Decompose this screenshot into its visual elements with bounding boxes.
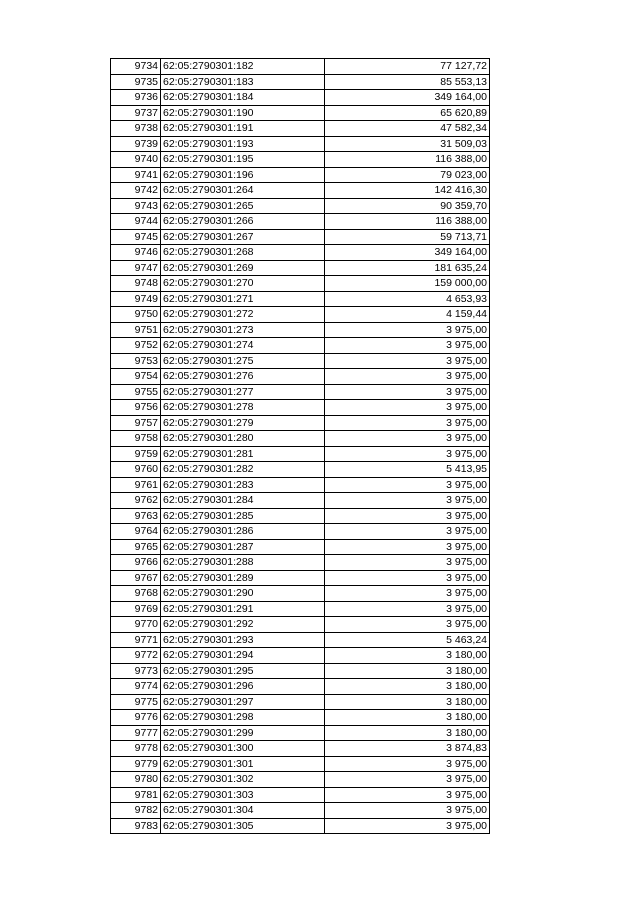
value-cell: 181 635,24 — [325, 260, 490, 276]
row-number-cell: 9735 — [111, 74, 161, 90]
row-number-cell: 9759 — [111, 446, 161, 462]
table-row — [111, 787, 490, 803]
value-cell: 3 975,00 — [325, 353, 490, 369]
table-row — [111, 415, 490, 431]
table-row — [111, 772, 490, 788]
row-number-cell: 9766 — [111, 555, 161, 571]
table-row — [111, 338, 490, 354]
row-number-cell: 9767 — [111, 570, 161, 586]
cadastral-number-cell: 62:05:2790301:302 — [161, 772, 325, 788]
value-cell: 85 553,13 — [325, 74, 490, 90]
value-cell: 77 127,72 — [325, 59, 490, 75]
cadastral-number-cell: 62:05:2790301:279 — [161, 415, 325, 431]
table-row — [111, 431, 490, 447]
table-row — [111, 198, 490, 214]
table-row — [111, 369, 490, 385]
table-row — [111, 214, 490, 230]
cadastral-number-cell: 62:05:2790301:301 — [161, 756, 325, 772]
table-row — [111, 710, 490, 726]
value-cell: 3 975,00 — [325, 415, 490, 431]
table-row — [111, 90, 490, 106]
cadastral-number-cell: 62:05:2790301:293 — [161, 632, 325, 648]
cadastral-number-cell: 62:05:2790301:291 — [161, 601, 325, 617]
table-row — [111, 508, 490, 524]
table-row — [111, 539, 490, 555]
cadastral-number-cell: 62:05:2790301:305 — [161, 818, 325, 834]
table-row — [111, 384, 490, 400]
value-cell: 3 180,00 — [325, 725, 490, 741]
cadastral-number-cell: 62:05:2790301:278 — [161, 400, 325, 416]
cadastral-number-cell: 62:05:2790301:280 — [161, 431, 325, 447]
value-cell: 3 975,00 — [325, 601, 490, 617]
value-cell: 3 975,00 — [325, 803, 490, 819]
cadastral-number-cell: 62:05:2790301:294 — [161, 648, 325, 664]
table-row — [111, 663, 490, 679]
table-row — [111, 183, 490, 199]
value-cell: 90 359,70 — [325, 198, 490, 214]
value-cell: 3 975,00 — [325, 477, 490, 493]
table-row — [111, 725, 490, 741]
row-number-cell: 9749 — [111, 291, 161, 307]
value-cell: 349 164,00 — [325, 245, 490, 261]
row-number-cell: 9779 — [111, 756, 161, 772]
value-cell: 3 975,00 — [325, 772, 490, 788]
value-cell: 3 975,00 — [325, 555, 490, 571]
value-cell: 3 975,00 — [325, 570, 490, 586]
row-number-cell: 9743 — [111, 198, 161, 214]
table-row — [111, 462, 490, 478]
value-cell: 3 975,00 — [325, 400, 490, 416]
table-row — [111, 477, 490, 493]
row-number-cell: 9775 — [111, 694, 161, 710]
table-row — [111, 260, 490, 276]
cadastral-number-cell: 62:05:2790301:272 — [161, 307, 325, 323]
cadastral-number-cell: 62:05:2790301:297 — [161, 694, 325, 710]
row-number-cell: 9757 — [111, 415, 161, 431]
row-number-cell: 9741 — [111, 167, 161, 183]
table-row — [111, 741, 490, 757]
row-number-cell: 9765 — [111, 539, 161, 555]
value-cell: 142 416,30 — [325, 183, 490, 199]
cadastral-number-cell: 62:05:2790301:191 — [161, 121, 325, 137]
cadastral-number-cell: 62:05:2790301:273 — [161, 322, 325, 338]
row-number-cell: 9738 — [111, 121, 161, 137]
cadastral-number-cell: 62:05:2790301:284 — [161, 493, 325, 509]
row-number-cell: 9747 — [111, 260, 161, 276]
table-row — [111, 136, 490, 152]
table-row — [111, 803, 490, 819]
row-number-cell: 9768 — [111, 586, 161, 602]
cadastral-number-cell: 62:05:2790301:270 — [161, 276, 325, 292]
value-cell: 3 180,00 — [325, 710, 490, 726]
row-number-cell: 9754 — [111, 369, 161, 385]
row-number-cell: 9753 — [111, 353, 161, 369]
row-number-cell: 9769 — [111, 601, 161, 617]
value-cell: 3 975,00 — [325, 322, 490, 338]
value-cell: 47 582,34 — [325, 121, 490, 137]
table-row — [111, 617, 490, 633]
cadastral-number-cell: 62:05:2790301:287 — [161, 539, 325, 555]
cadastral-number-cell: 62:05:2790301:277 — [161, 384, 325, 400]
row-number-cell: 9761 — [111, 477, 161, 493]
cadastral-number-cell: 62:05:2790301:269 — [161, 260, 325, 276]
row-number-cell: 9770 — [111, 617, 161, 633]
value-cell: 3 874,83 — [325, 741, 490, 757]
row-number-cell: 9772 — [111, 648, 161, 664]
value-cell: 3 975,00 — [325, 586, 490, 602]
table-row — [111, 555, 490, 571]
cadastral-number-cell: 62:05:2790301:184 — [161, 90, 325, 106]
cadastral-number-cell: 62:05:2790301:281 — [161, 446, 325, 462]
row-number-cell: 9742 — [111, 183, 161, 199]
cadastral-number-cell: 62:05:2790301:195 — [161, 152, 325, 168]
value-cell: 31 509,03 — [325, 136, 490, 152]
table-row — [111, 229, 490, 245]
table-row — [111, 493, 490, 509]
value-cell: 65 620,89 — [325, 105, 490, 121]
row-number-cell: 9777 — [111, 725, 161, 741]
row-number-cell: 9773 — [111, 663, 161, 679]
table-row — [111, 818, 490, 834]
value-cell: 3 975,00 — [325, 493, 490, 509]
table-row — [111, 291, 490, 307]
table-row — [111, 152, 490, 168]
row-number-cell: 9774 — [111, 679, 161, 695]
value-cell: 3 975,00 — [325, 524, 490, 540]
cadastral-number-cell: 62:05:2790301:303 — [161, 787, 325, 803]
cadastral-number-cell: 62:05:2790301:182 — [161, 59, 325, 75]
cadastral-number-cell: 62:05:2790301:299 — [161, 725, 325, 741]
row-number-cell: 9739 — [111, 136, 161, 152]
cadastral-number-cell: 62:05:2790301:290 — [161, 586, 325, 602]
row-number-cell: 9736 — [111, 90, 161, 106]
row-number-cell: 9748 — [111, 276, 161, 292]
value-cell: 3 975,00 — [325, 818, 490, 834]
value-cell: 349 164,00 — [325, 90, 490, 106]
value-cell: 3 180,00 — [325, 694, 490, 710]
row-number-cell: 9746 — [111, 245, 161, 261]
table-row — [111, 570, 490, 586]
value-cell: 3 180,00 — [325, 663, 490, 679]
table-row — [111, 353, 490, 369]
value-cell: 3 975,00 — [325, 338, 490, 354]
cadastral-number-cell: 62:05:2790301:300 — [161, 741, 325, 757]
value-cell: 59 713,71 — [325, 229, 490, 245]
cadastral-number-cell: 62:05:2790301:268 — [161, 245, 325, 261]
cadastral-number-cell: 62:05:2790301:183 — [161, 74, 325, 90]
table-body — [111, 59, 490, 834]
value-cell: 3 975,00 — [325, 431, 490, 447]
value-cell: 3 975,00 — [325, 617, 490, 633]
value-cell: 3 975,00 — [325, 369, 490, 385]
value-cell: 3 975,00 — [325, 756, 490, 772]
value-cell: 116 388,00 — [325, 214, 490, 230]
row-number-cell: 9778 — [111, 741, 161, 757]
row-number-cell: 9780 — [111, 772, 161, 788]
cadastral-number-cell: 62:05:2790301:265 — [161, 198, 325, 214]
cadastral-number-cell: 62:05:2790301:264 — [161, 183, 325, 199]
value-cell: 3 975,00 — [325, 539, 490, 555]
row-number-cell: 9783 — [111, 818, 161, 834]
row-number-cell: 9771 — [111, 632, 161, 648]
row-number-cell: 9758 — [111, 431, 161, 447]
table-row — [111, 632, 490, 648]
value-cell: 4 653,93 — [325, 291, 490, 307]
value-cell: 3 975,00 — [325, 508, 490, 524]
value-cell: 5 463,24 — [325, 632, 490, 648]
row-number-cell: 9744 — [111, 214, 161, 230]
row-number-cell: 9781 — [111, 787, 161, 803]
table-row — [111, 105, 490, 121]
cadastral-number-cell: 62:05:2790301:286 — [161, 524, 325, 540]
cadastral-number-cell: 62:05:2790301:298 — [161, 710, 325, 726]
row-number-cell: 9764 — [111, 524, 161, 540]
cadastral-number-cell: 62:05:2790301:288 — [161, 555, 325, 571]
value-cell: 3 180,00 — [325, 648, 490, 664]
table-row — [111, 679, 490, 695]
cadastral-number-cell: 62:05:2790301:282 — [161, 462, 325, 478]
cadastral-number-cell: 62:05:2790301:283 — [161, 477, 325, 493]
row-number-cell: 9760 — [111, 462, 161, 478]
row-number-cell: 9734 — [111, 59, 161, 75]
cadastral-number-cell: 62:05:2790301:289 — [161, 570, 325, 586]
cadastral-number-cell: 62:05:2790301:267 — [161, 229, 325, 245]
row-number-cell: 9755 — [111, 384, 161, 400]
table-row — [111, 586, 490, 602]
row-number-cell: 9762 — [111, 493, 161, 509]
cadastral-number-cell: 62:05:2790301:285 — [161, 508, 325, 524]
value-cell: 5 413,95 — [325, 462, 490, 478]
value-cell: 3 975,00 — [325, 787, 490, 803]
value-cell: 3 975,00 — [325, 384, 490, 400]
table-row — [111, 322, 490, 338]
table-row — [111, 756, 490, 772]
table-row — [111, 648, 490, 664]
row-number-cell: 9750 — [111, 307, 161, 323]
cadastral-number-cell: 62:05:2790301:292 — [161, 617, 325, 633]
table-row — [111, 276, 490, 292]
table-row — [111, 121, 490, 137]
table-row — [111, 245, 490, 261]
cadastral-number-cell: 62:05:2790301:304 — [161, 803, 325, 819]
table-row — [111, 307, 490, 323]
value-cell: 116 388,00 — [325, 152, 490, 168]
row-number-cell: 9763 — [111, 508, 161, 524]
cadastral-number-cell: 62:05:2790301:196 — [161, 167, 325, 183]
cadastral-value-table — [110, 58, 490, 834]
row-number-cell: 9776 — [111, 710, 161, 726]
row-number-cell: 9740 — [111, 152, 161, 168]
cadastral-number-cell: 62:05:2790301:266 — [161, 214, 325, 230]
value-cell: 79 023,00 — [325, 167, 490, 183]
row-number-cell: 9737 — [111, 105, 161, 121]
row-number-cell: 9756 — [111, 400, 161, 416]
cadastral-number-cell: 62:05:2790301:296 — [161, 679, 325, 695]
row-number-cell: 9745 — [111, 229, 161, 245]
value-cell: 3 975,00 — [325, 446, 490, 462]
row-number-cell: 9782 — [111, 803, 161, 819]
value-cell: 3 180,00 — [325, 679, 490, 695]
cadastral-number-cell: 62:05:2790301:271 — [161, 291, 325, 307]
table-row — [111, 59, 490, 75]
value-cell: 4 159,44 — [325, 307, 490, 323]
cadastral-number-cell: 62:05:2790301:295 — [161, 663, 325, 679]
cadastral-number-cell: 62:05:2790301:190 — [161, 105, 325, 121]
cadastral-number-cell: 62:05:2790301:276 — [161, 369, 325, 385]
table-row — [111, 400, 490, 416]
table-row — [111, 524, 490, 540]
table-row — [111, 74, 490, 90]
cadastral-number-cell: 62:05:2790301:275 — [161, 353, 325, 369]
table-row — [111, 601, 490, 617]
row-number-cell: 9751 — [111, 322, 161, 338]
table-row — [111, 446, 490, 462]
cadastral-number-cell: 62:05:2790301:274 — [161, 338, 325, 354]
table-row — [111, 167, 490, 183]
row-number-cell: 9752 — [111, 338, 161, 354]
cadastral-number-cell: 62:05:2790301:193 — [161, 136, 325, 152]
table-row — [111, 694, 490, 710]
value-cell: 159 000,00 — [325, 276, 490, 292]
